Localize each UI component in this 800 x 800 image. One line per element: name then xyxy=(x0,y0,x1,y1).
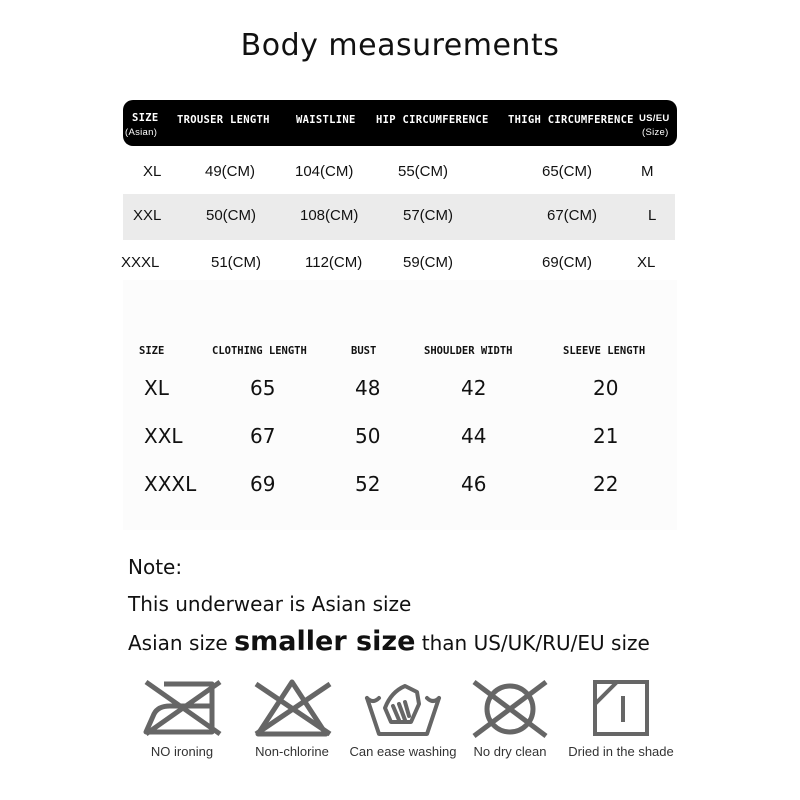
trouser-table-header xyxy=(123,100,677,146)
cell-sleeve-length: 20 xyxy=(593,376,619,400)
note-line-2 xyxy=(128,626,650,657)
header-waistline: WAISTLINE xyxy=(296,114,356,126)
header-size: SIZE xyxy=(132,112,159,124)
cell-sleeve-length: 21 xyxy=(593,424,619,448)
header-thigh: THIGH CIRCUMFERENCE xyxy=(508,114,634,126)
header-useu-sub: (Size) xyxy=(642,127,669,138)
care-label: Can ease washing xyxy=(349,744,457,759)
cell-size: XXXL xyxy=(144,472,197,496)
care-item-non-chlorine xyxy=(232,678,352,759)
cell-shoulder-width: 42 xyxy=(461,376,487,400)
cell-clothing-length: 67 xyxy=(250,424,276,448)
non-chlorine-icon xyxy=(250,678,334,738)
cell-trouser-length: 49(CM) xyxy=(205,163,256,180)
cell-thigh: 67(CM) xyxy=(547,207,598,224)
cell-size: XXL xyxy=(133,207,162,224)
cell-sleeve-length: 22 xyxy=(593,472,619,496)
note-line-2-post: than US/UK/RU/EU size xyxy=(415,631,650,655)
cell-hip: 55(CM) xyxy=(398,163,449,180)
care-item-no-dry-clean xyxy=(450,678,570,759)
header-useu: US/EU xyxy=(639,113,670,124)
header-bust: BUST xyxy=(351,345,377,357)
cell-waistline: 104(CM) xyxy=(295,163,354,180)
header-shoulder-width: SHOULDER WIDTH xyxy=(424,345,513,357)
cell-size: XL xyxy=(143,163,162,180)
page-title: Body measurements xyxy=(240,28,560,63)
care-label: Dried in the shade xyxy=(568,744,674,759)
cell-hip: 57(CM) xyxy=(403,207,454,224)
cell-trouser-length: 51(CM) xyxy=(211,254,262,271)
cell-bust: 52 xyxy=(355,472,381,496)
care-item-no-ironing xyxy=(122,678,242,759)
cell-size: XL xyxy=(144,376,169,400)
header-size-sub: (Asian) xyxy=(125,127,158,138)
hand-wash-icon xyxy=(361,678,445,738)
care-item-dry-in-shade xyxy=(561,678,681,759)
cell-bust: 50 xyxy=(355,424,381,448)
header-size: SIZE xyxy=(139,345,165,357)
cell-size: XXXL xyxy=(121,254,160,271)
cell-bust: 48 xyxy=(355,376,381,400)
header-hip: HIP CIRCUMFERENCE xyxy=(376,114,489,126)
header-sleeve-length: SLEEVE LENGTH xyxy=(563,345,646,357)
cell-waistline: 108(CM) xyxy=(300,207,359,224)
cell-thigh: 65(CM) xyxy=(542,163,593,180)
no-ironing-icon xyxy=(140,678,224,738)
care-label: No dry clean xyxy=(473,744,547,759)
note-line-1: This underwear is Asian size xyxy=(128,592,412,616)
cell-size: XXL xyxy=(144,424,183,448)
cell-clothing-length: 65 xyxy=(250,376,276,400)
table-row xyxy=(123,194,675,240)
cell-shoulder-width: 46 xyxy=(461,472,487,496)
cell-trouser-length: 50(CM) xyxy=(206,207,257,224)
cell-waistline: 112(CM) xyxy=(305,254,363,271)
header-trouser-length: TROUSER LENGTH xyxy=(177,114,270,126)
cell-clothing-length: 69 xyxy=(250,472,276,496)
cell-hip: 59(CM) xyxy=(403,254,454,271)
note-heading: Note: xyxy=(128,555,183,579)
note-line-2-pre: Asian size xyxy=(128,631,235,655)
header-clothing-length: CLOTHING LENGTH xyxy=(212,345,307,357)
cell-useu: M xyxy=(641,163,654,180)
care-label: Non-chlorine xyxy=(255,744,329,759)
care-item-hand-wash xyxy=(343,678,463,759)
cell-useu: XL xyxy=(637,254,656,271)
no-dry-clean-icon xyxy=(468,678,552,738)
table-row xyxy=(123,150,675,196)
care-label: NO ironing xyxy=(150,744,214,759)
cell-shoulder-width: 44 xyxy=(461,424,487,448)
cell-thigh: 69(CM) xyxy=(542,254,593,271)
dry-in-shade-icon xyxy=(579,678,663,738)
cell-useu: L xyxy=(648,207,657,224)
note-emphasis: smaller size xyxy=(234,626,416,657)
